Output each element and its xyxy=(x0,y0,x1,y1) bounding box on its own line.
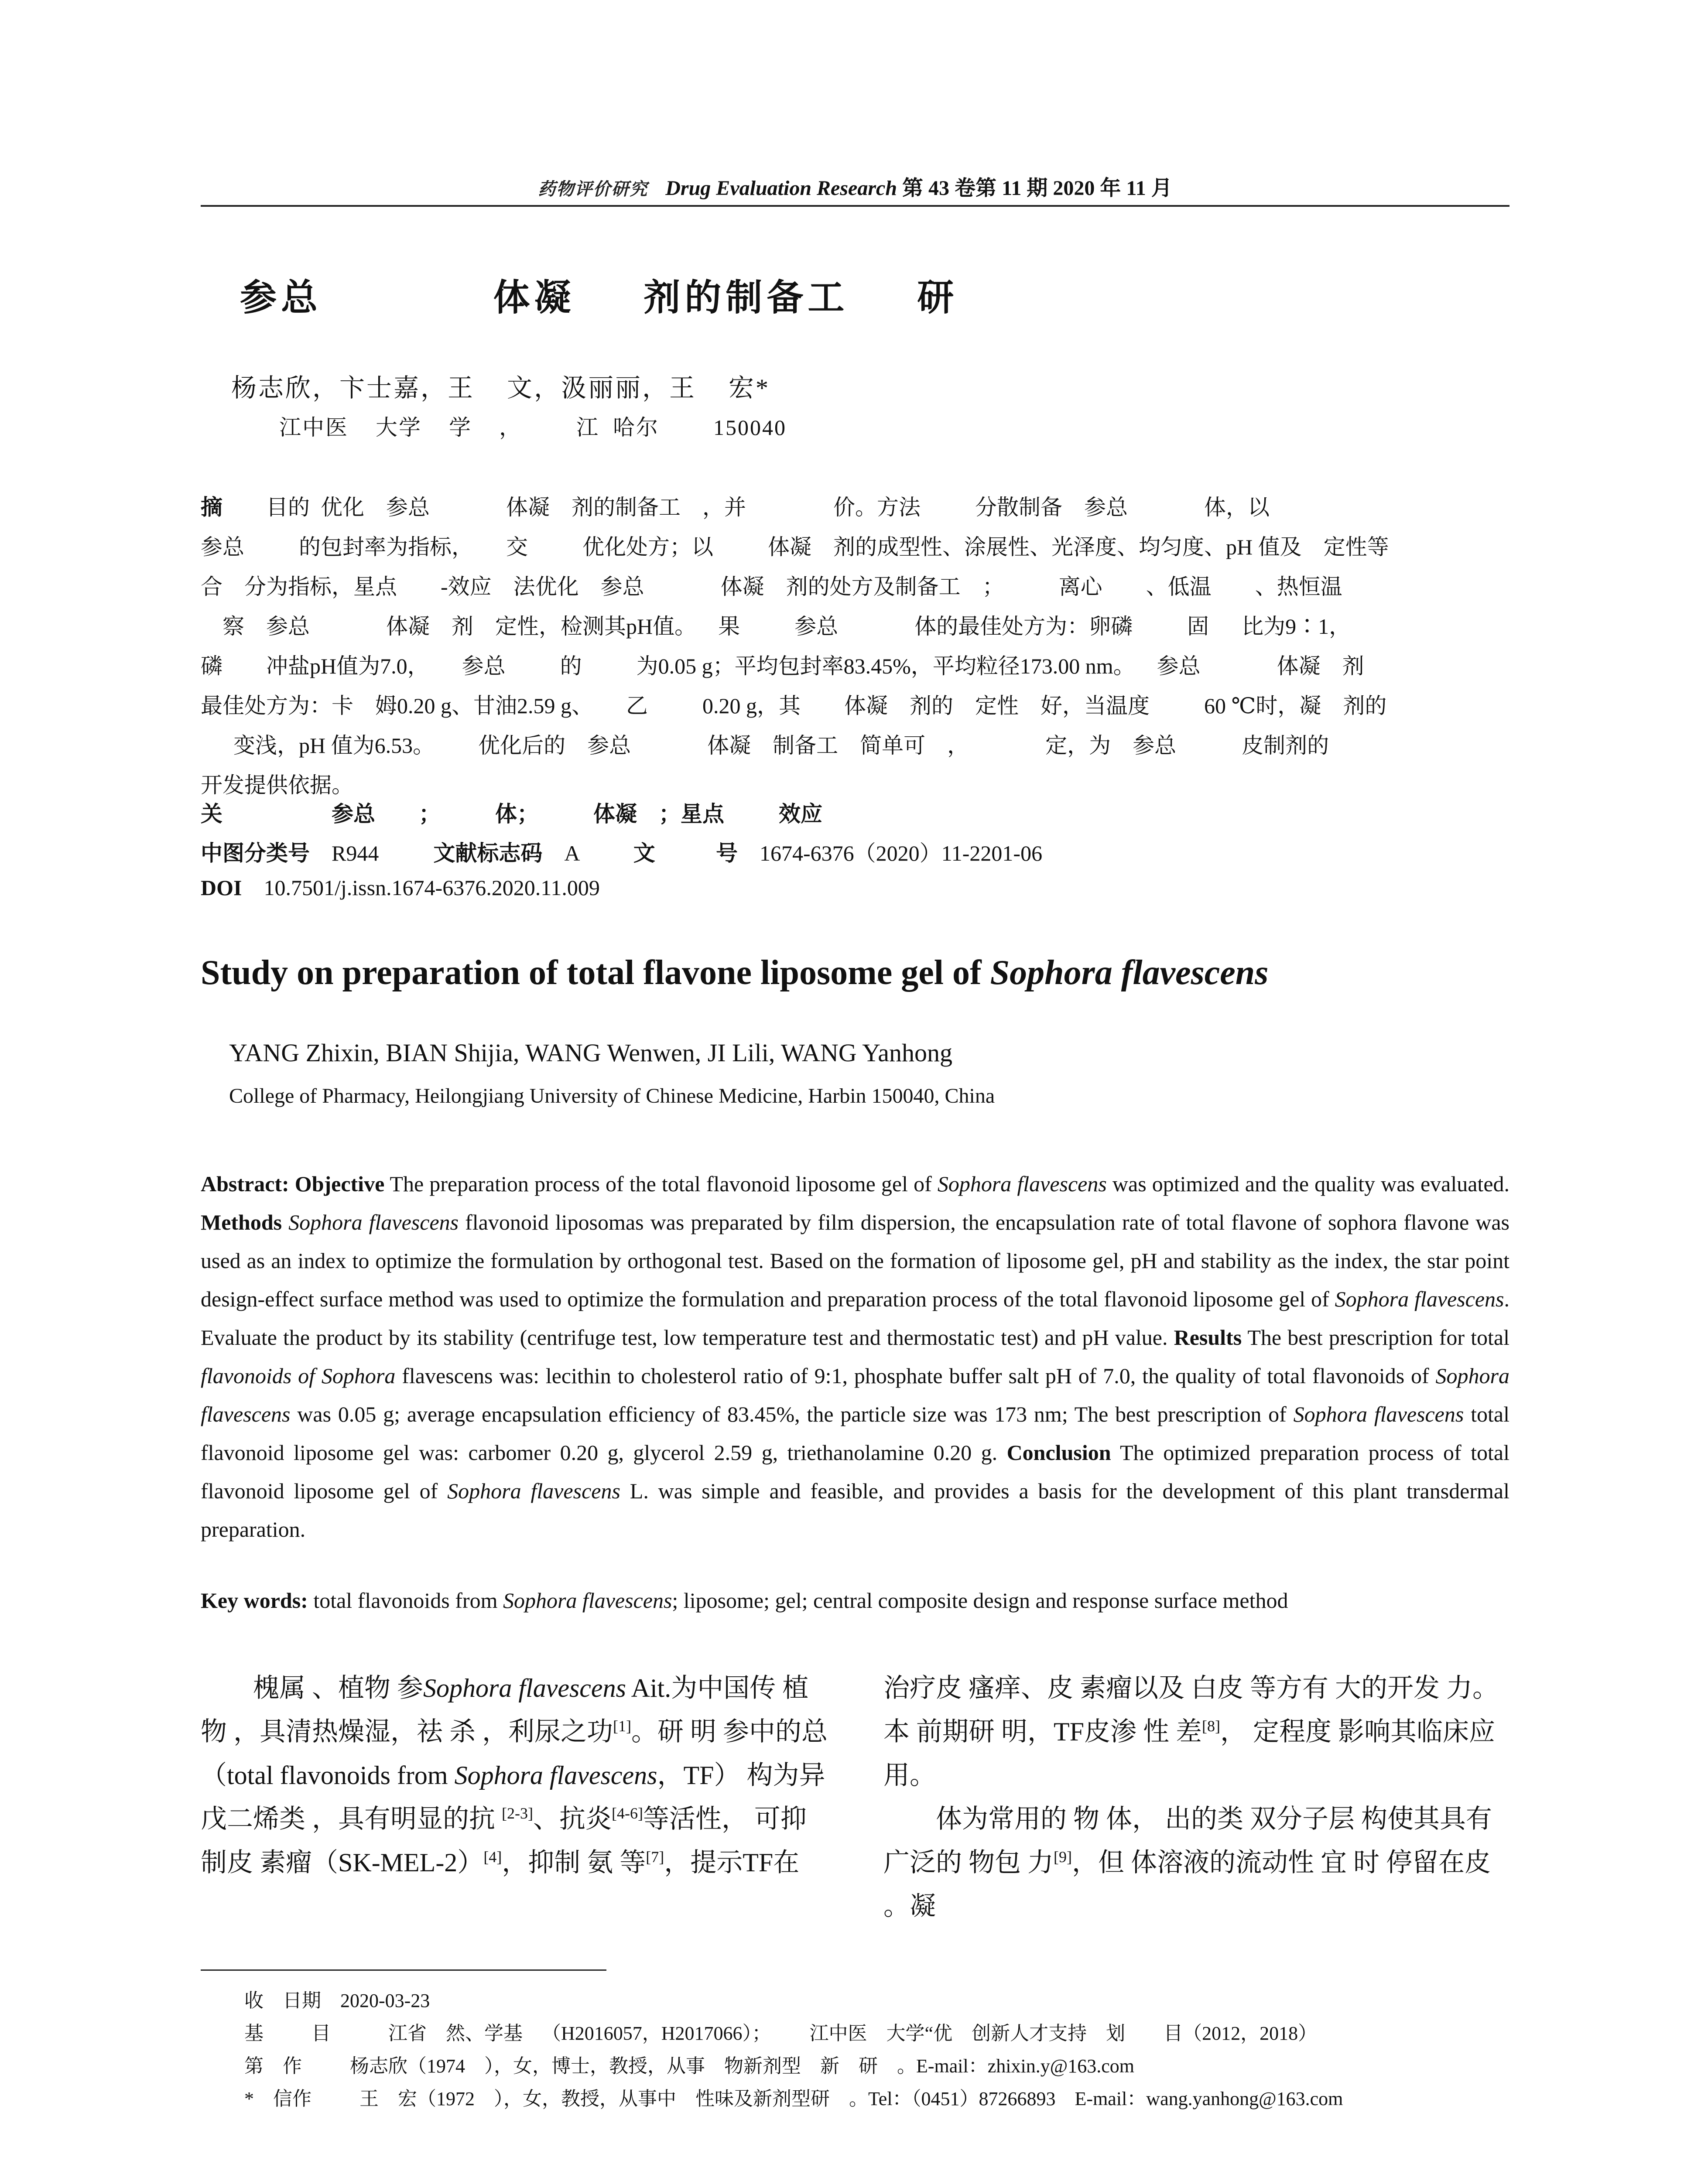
keywords-en: Key words: total flavonoids from Sophora flavescens; liposome; gel; central composite design and response surface method xyxy=(201,1588,1288,1613)
header-rule xyxy=(201,205,1509,207)
abstract-cn-line: 参总 的包封率为指标， 交 优化处方；以 体凝 剂的成型性、涂展性、光泽度、均匀度、pH 值及 定性等 xyxy=(201,535,1389,559)
title-en: Study on preparation of total flavone liposome gel of Sophora flavescens xyxy=(201,954,1269,992)
abstract-cn-line: 合 分为指标，星点 -效应 法优化 参总 体凝 剂的处方及制备工 ； 离心 、低温 、热恒温 xyxy=(201,574,1342,599)
abstract-cn-line: 开发提供依据。 xyxy=(201,773,353,797)
affiliation-cn: 江中医 大学 学 ， 江 哈尔 150040 xyxy=(279,415,787,440)
abstract-cn-line: 最佳处方为：卡 姆0.20 g、甘油2.59 g、 乙 0.20 g，其 体凝 剂的 定性 好，当温度 60 ℃时，凝 剂的 xyxy=(201,694,1387,718)
footnote-corresponding: * 信作 王 宏（1972 ），女，教授，从事中 性味及新剂型研 。Tel：（0451）87266893 E-mail：wang.yanhong@163.com xyxy=(244,2088,1343,2109)
abstract-cn xyxy=(201,488,1509,805)
doi-line: DOI 10.7501/j.issn.1674-6376.2020.11.009 xyxy=(201,875,600,900)
body-paragraph: 治疗皮 瘙痒、皮 素瘤以及 白皮 等方有 大的开发 力。本 前期研 明，TF皮渗 性 差[8]， 定程度 影响其临床应用。 xyxy=(883,1674,1499,1790)
affiliation-en: College of Pharmacy, Heilongjiang University of Chinese Medicine, Harbin 150040, China xyxy=(229,1084,995,1108)
citation: [4-6] xyxy=(611,1805,643,1822)
citation: [9] xyxy=(1054,1848,1072,1866)
abstract-cn-line: 变浅，pH 值为6.53。 优化后的 参总 体凝 制备工 简单可 ， 定，为 参总 皮制剂的 xyxy=(201,733,1329,758)
citation: [8] xyxy=(1202,1717,1221,1735)
abstract-cn-line: 摘 目的 优化 参总 体凝 剂的制备工 ，并 价。方法 分散制备 参总 体，以 xyxy=(201,495,1270,520)
abstract-cn-line: 察 参总 体凝 剂 定性，检测其pH值。 果 参总 体的最佳处方为：卵磷 固 比为9∶1， xyxy=(201,614,1351,639)
body-paragraph: 体为常用的 物 体， 出的类 双分子层 构使其具有广泛的 物包 力[9]，但 体溶液的流动性 宜 时 停留在皮 。凝 xyxy=(883,1805,1492,1921)
journal-issue: 第 43 卷第 11 期 2020 年 11 月 xyxy=(902,177,1172,200)
footnote-rule xyxy=(201,1969,606,1971)
citation: [2-3] xyxy=(502,1805,533,1822)
abstract-cn-line: 磷 冲盐pH值为7.0， 参总 的 为0.05 g；平均包封率83.45%，平均粒径173.00 nm。 参总 体凝 剂 xyxy=(201,654,1364,678)
citation: [1] xyxy=(613,1717,631,1735)
journal-name: Drug Evaluation Research xyxy=(665,177,897,200)
classification-line: 中图分类号 R944 文献标志码 A 文 号 1674-6376（2020）11-2201-06 xyxy=(201,841,1043,866)
journal-logo: 药物评价研究 xyxy=(538,179,648,199)
body-column-right xyxy=(883,1666,1512,1928)
citation: [7] xyxy=(646,1848,664,1866)
running-header xyxy=(201,171,1509,201)
authors-en: YANG Zhixin, BIAN Shijia, WANG Wenwen, JI Lili, WANG Yanhong xyxy=(229,1039,952,1067)
title-cn: 参总 体凝 剂的制备工 研 xyxy=(240,276,958,319)
body-paragraph: 槐属 、植物 参Sophora flavescens Ait.为中国传 植物 ，具清热燥湿，祛 杀 ，利尿之功[1]。研 明 参中的总 （total flavonoids from Sophora flavescens，TF） 构为异戊二烯类 ，具有明显的抗 [2-3]、抗炎[4-6]等活性， 可抑制皮 素瘤（SK-MEL-2）[4]，抑制 氨 等[7]，提示TF在 xyxy=(201,1674,828,1877)
footnote-received: 收 日期 2020-03-23 xyxy=(244,1990,430,2011)
abstract-en: Abstract: Objective The preparation process of the total flavonoid liposome gel of Sophora flavescens was optimized and the quality was evaluated. Methods Sophora flavescens flavonoid liposomas was preparated by film dispersion, the encapsulation rate of total flavone of sophora flavone was used as an index to optimize the formulation by orthogonal test. Based on the formation of liposome gel, pH and stability as the index, the star point design-effect surface method was used to optimize the formulation and preparation process of the total flavonoid liposome gel of Sophora flavescens. Evaluate the product by its stability (centrifuge test, low temperature test and thermostatic test) and pH value. Results The best prescription for total flavonoids of Sophora flavescens was: lecithin to cholesterol ratio of 9:1, phosphate buffer salt pH of 7.0, the quality of total flavonoids of Sophora flavescens was 0.05 g; average encapsulation efficiency of 83.45%, the particle size was 173 nm; The best prescription of Sophora flavescens total flavonoid liposome gel was: carbomer 0.20 g, glycerol 2.59 g, triethanolamine 0.20 g. Conclusion The optimized preparation process of total flavonoid liposome gel of Sophora flavescens L. was simple and feasible, and provides a basis for the development of this plant transdermal preparation. xyxy=(201,1172,1510,1542)
authors-cn: 杨志欣，卞士嘉，王 文，汲丽丽，王 宏* xyxy=(231,374,770,402)
keywords-cn: 关 参总 ； 体； 体凝 ；星点 效应 xyxy=(201,802,822,826)
footnote-first-author: 第 作 杨志欣（1974 ），女，博士，教授，从事 物新剂型 新 研 。E-mail：zhixin.y@163.com xyxy=(244,2055,1134,2077)
footnote-fund: 基 目 江省 然、学基 （H2016057，H2017066）； 江中医 大学“优 创新人才支持 划 目（2012，2018） xyxy=(244,2023,1318,2044)
body-column-left xyxy=(201,1666,829,1884)
citation: [4] xyxy=(483,1848,502,1866)
